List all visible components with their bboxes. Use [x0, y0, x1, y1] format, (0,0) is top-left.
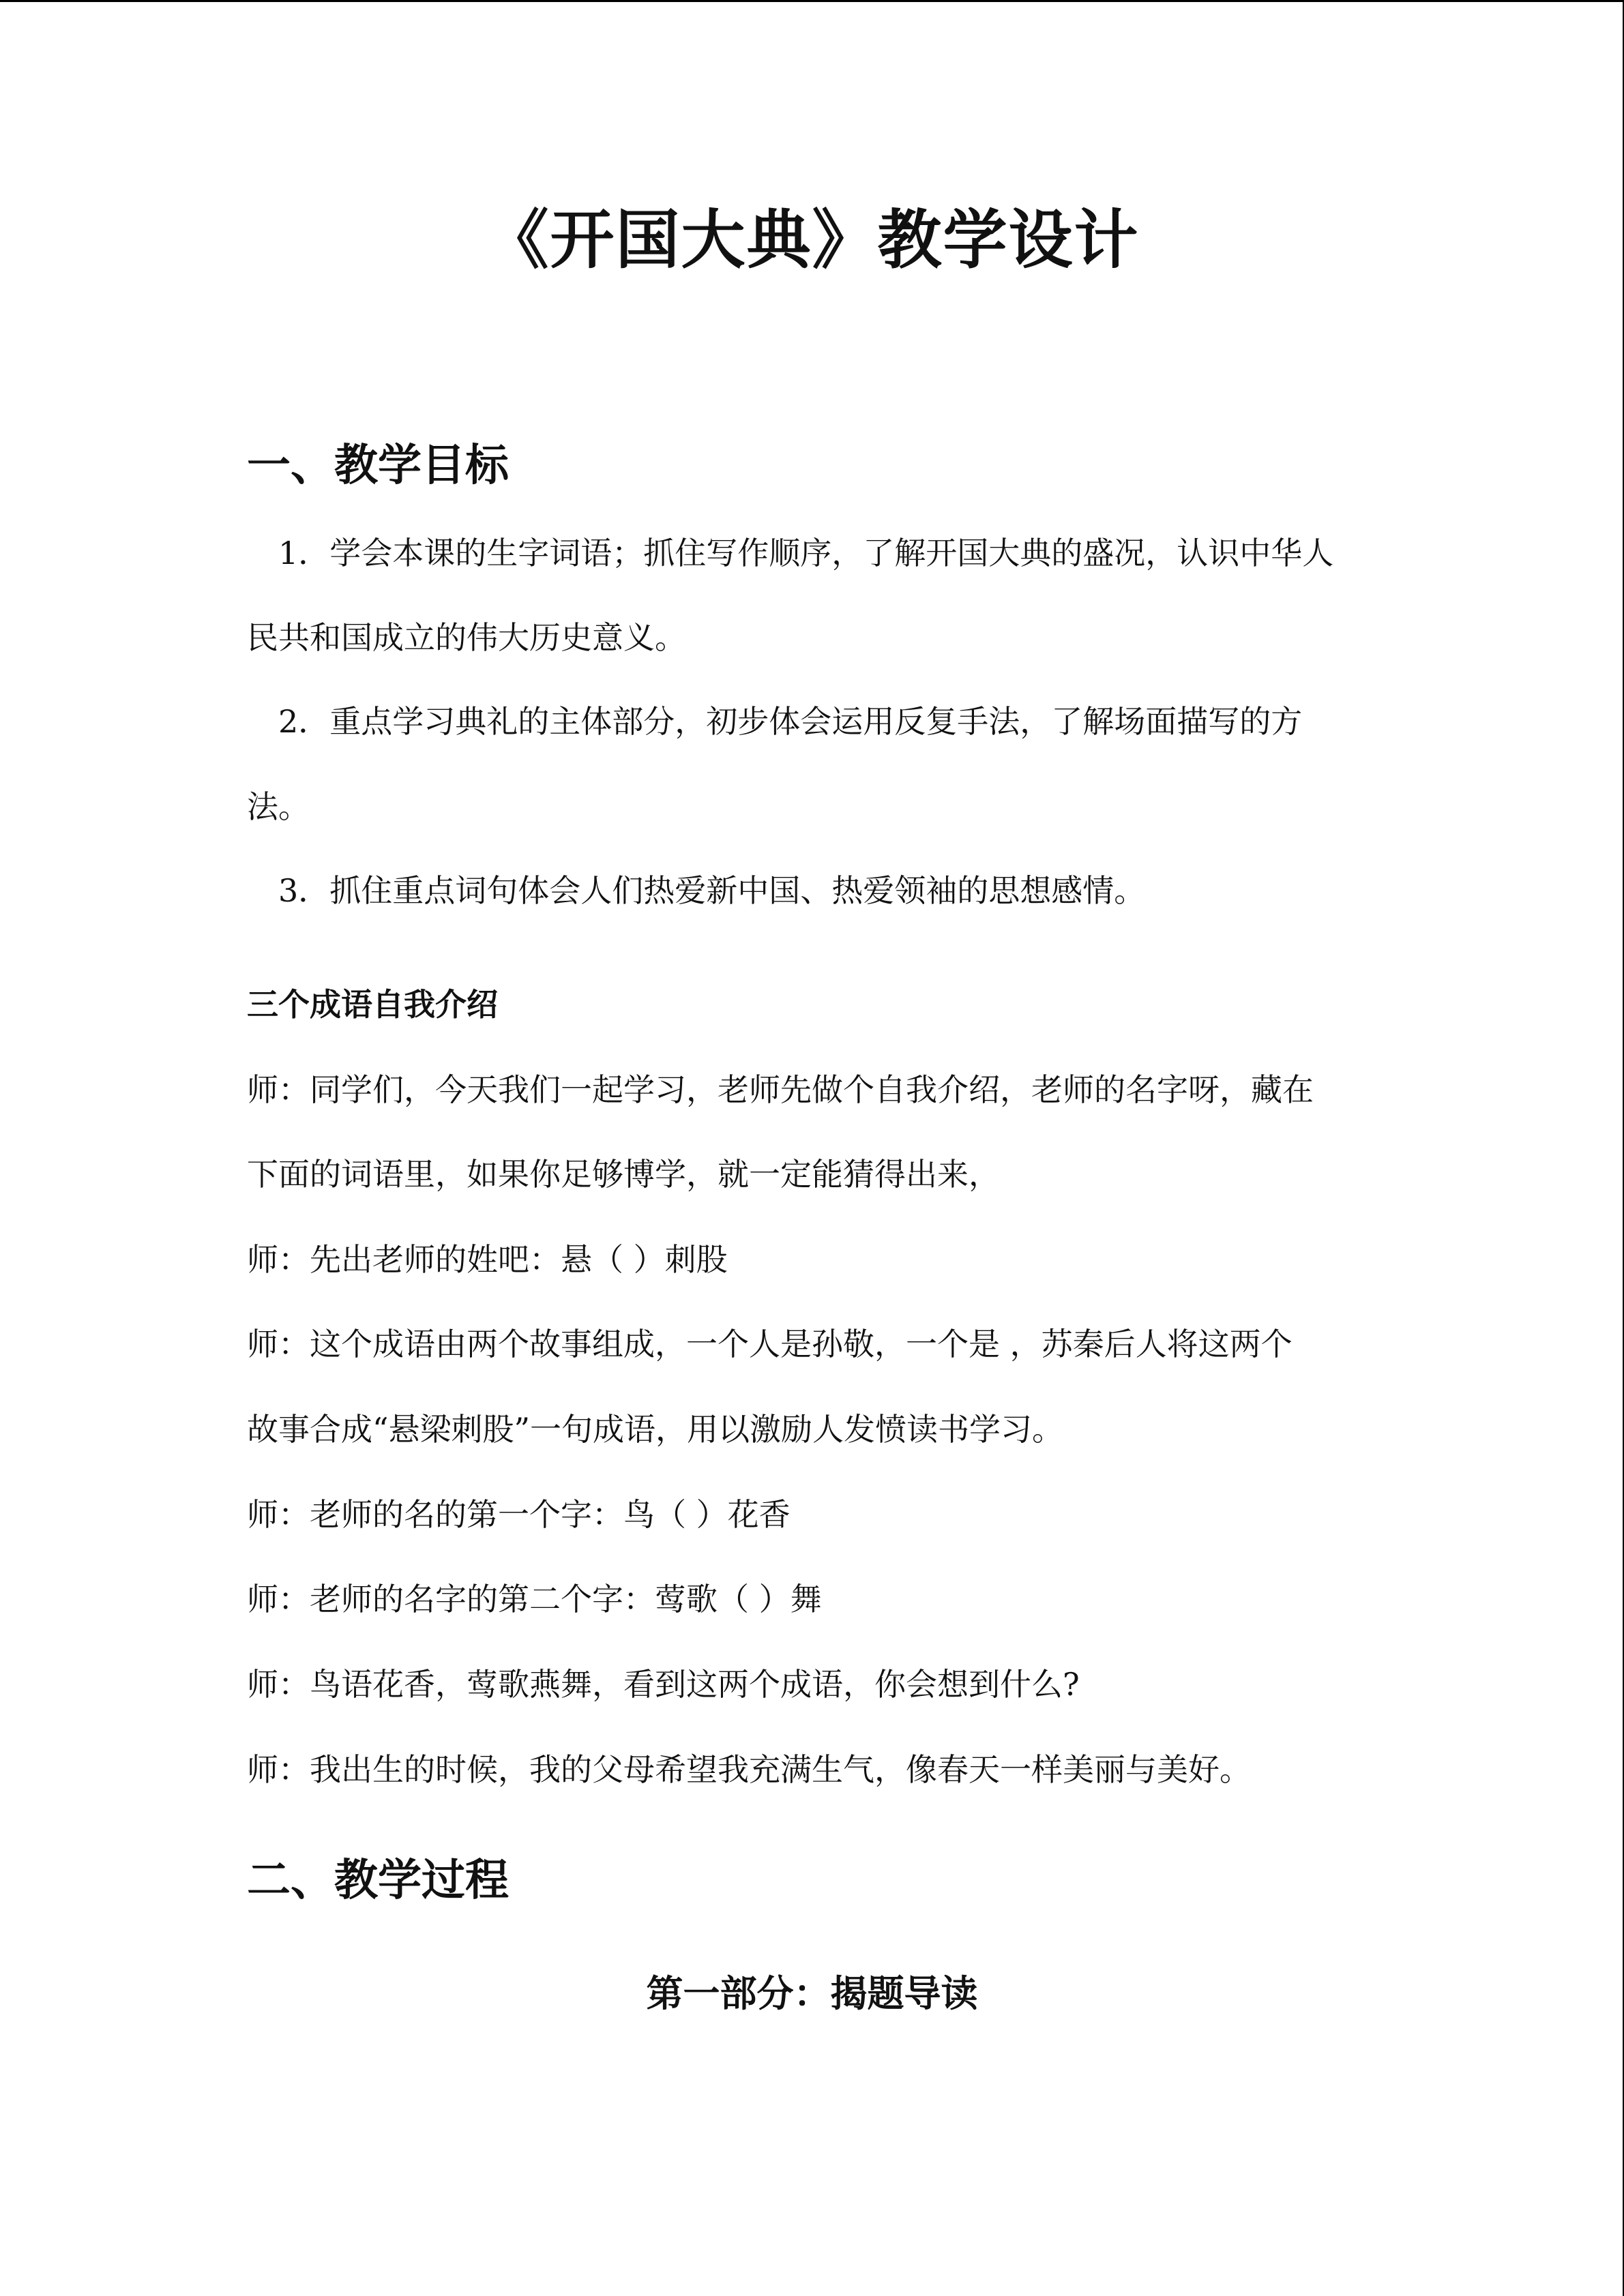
goal-2-line-2: 法。 [247, 788, 310, 825]
intro-line-3: 师：先出老师的姓吧：悬（ ）刺股 [247, 1241, 728, 1278]
intro-line-2: 下面的词语里，如果你足够博学，就一定能猜得出来， [247, 1156, 1000, 1193]
intro-line-9: 师：我出生的时候，我的父母希望我充满生气，像春天一样美丽与美好。 [247, 1751, 1251, 1788]
goal-2-line-1: 2．重点学习典礼的主体部分，初步体会运用反复手法，了解场面描写的方 [278, 703, 1303, 740]
goal-1-line-1: 1．学会本课的生字词语；抓住写作顺序，了解开国大典的盛况，认识中华人 [278, 535, 1334, 571]
section-heading-teaching-process: 二、教学过程 [247, 1855, 509, 1906]
intro-line-6: 师：老师的名的第一个字：鸟（ ）花香 [247, 1496, 791, 1533]
intro-line-7: 师：老师的名字的第二个字：莺歌（ ）舞 [247, 1581, 822, 1617]
document-title: 《开国大典》教学设计 [484, 203, 1140, 278]
intro-line-4: 师：这个成语由两个故事组成，一个人是孙敬，一个是 ，苏秦后人将这两个 [247, 1326, 1293, 1362]
goal-1-line-2: 民共和国成立的伟大历史意义。 [247, 619, 686, 656]
intro-line-1: 师：同学们，今天我们一起学习，老师先做个自我介绍，老师的名字呀，藏在 [247, 1071, 1314, 1108]
intro-heading: 三个成语自我介绍 [247, 986, 498, 1023]
part-1-heading: 第一部分：揭题导读 [646, 1972, 978, 2015]
section-heading-teaching-goals: 一、教学目标 [247, 441, 509, 491]
intro-line-8: 师：鸟语花香，莺歌燕舞，看到这两个成语，你会想到什么? [247, 1666, 1080, 1703]
intro-line-5: 故事合成“悬梁刺股”一句成语，用以激励人发愤读书学习。 [247, 1411, 1064, 1448]
goal-3: 3．抓住重点词句体会人们热爱新中国、热爱领袖的思想感情。 [278, 872, 1146, 909]
